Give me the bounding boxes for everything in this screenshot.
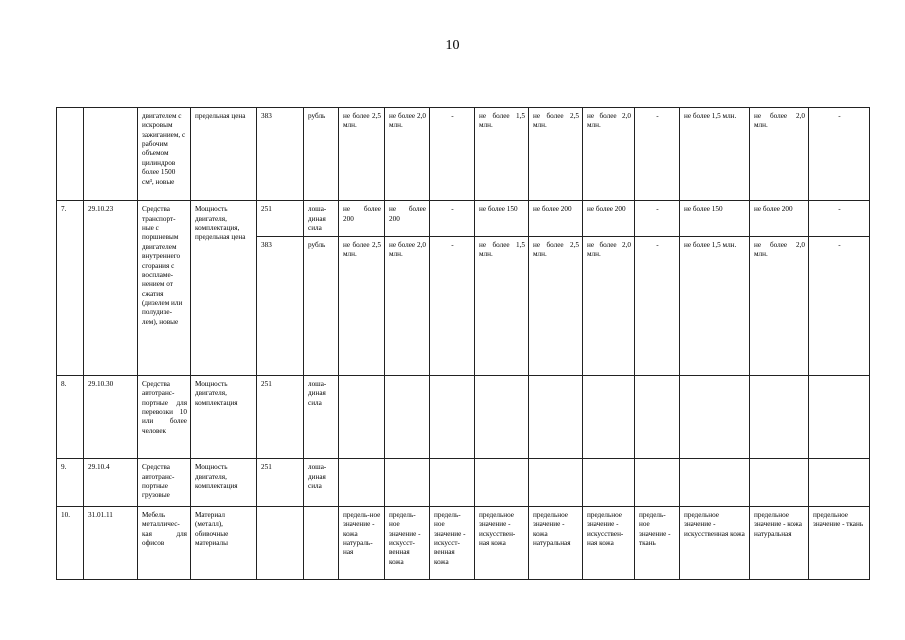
okei-code: 383 — [257, 236, 304, 375]
value-cell — [680, 375, 750, 458]
value-cell: не более 150 — [680, 201, 750, 237]
okei-code — [257, 506, 304, 579]
value-cell: - — [430, 236, 475, 375]
unit-name: рубль — [304, 236, 339, 375]
value-cell: не более 2,0 млн. — [385, 108, 430, 201]
characteristic: Мощность двигателя, комплектация — [191, 459, 257, 507]
value-cell — [339, 375, 385, 458]
value-cell: предельное значение - искусствен-ная кожа — [583, 506, 635, 579]
table-row — [57, 506, 870, 579]
table-row — [57, 459, 870, 507]
value-cell: не более 1,5 млн. — [475, 236, 529, 375]
value-cell: не более 2,0 млн. — [750, 236, 809, 375]
value-cell — [385, 459, 430, 507]
okpd-code — [84, 108, 138, 201]
characteristic: предельная цена — [191, 108, 257, 201]
value-cell: не более 200 — [385, 201, 430, 237]
unit-name: лоша-диная сила — [304, 459, 339, 507]
value-cell — [583, 375, 635, 458]
value-cell — [475, 375, 529, 458]
value-cell: - — [809, 236, 870, 375]
value-cell: предельное значение - искусственная кожа — [680, 506, 750, 579]
value-cell: не более 2,0 млн. — [583, 236, 635, 375]
value-cell — [475, 459, 529, 507]
value-cell — [750, 375, 809, 458]
value-cell: предельное значение - ткань — [809, 506, 870, 579]
value-cell: - — [809, 108, 870, 201]
value-cell: не более 2,0 млн. — [385, 236, 430, 375]
value-cell: не более 1,5 млн. — [475, 108, 529, 201]
row-number: 8. — [57, 375, 84, 458]
value-cell: - — [635, 201, 680, 237]
value-cell: не более 2,5 млн. — [529, 236, 583, 375]
value-cell — [809, 459, 870, 507]
okei-code: 383 — [257, 108, 304, 201]
value-cell: предельное значение - искусствен-ная кожа — [475, 506, 529, 579]
value-cell: предельное значение - кожа натуральная — [529, 506, 583, 579]
value-cell: не более 2,0 млн. — [750, 108, 809, 201]
value-cell: предель-ное значение - искусст-венная кожа — [385, 506, 430, 579]
value-cell — [529, 375, 583, 458]
value-cell: не более 2,0 млн. — [583, 108, 635, 201]
item-name: Средства транспорт-ные с поршневым двигателем внутреннего сгорания с воспламе-нением от сжатия (дизелем или полудизе-лем), новые — [138, 201, 191, 376]
characteristic: Мощность двигателя, комплектация, предельная цена — [191, 201, 257, 376]
value-cell: не более 150 — [475, 201, 529, 237]
table-row — [57, 108, 870, 201]
value-cell — [430, 375, 475, 458]
unit-name: лоша-диная сила — [304, 201, 339, 237]
table-row — [57, 375, 870, 458]
value-cell — [529, 459, 583, 507]
value-cell: предель-ное значение - искусст-венная кожа — [430, 506, 475, 579]
okpd-code: 29.10.30 — [84, 375, 138, 458]
value-cell: предельное значение - кожа натуральная — [750, 506, 809, 579]
value-cell — [809, 375, 870, 458]
item-name: двигателем с искровым зажиганием, с рабочим объемом цилиндров более 1500 см³, новые — [138, 108, 191, 201]
unit-name: рубль — [304, 108, 339, 201]
item-name: Средства автотранс-портные для перевозки 10 или более человек — [138, 375, 191, 458]
page-number: 10 — [445, 38, 460, 53]
value-cell: - — [809, 201, 870, 237]
value-cell: предель-ное значение - кожа натураль-ная — [339, 506, 385, 579]
row-number: 7. — [57, 201, 84, 376]
value-cell — [430, 459, 475, 507]
value-cell: не более 2,5 млн. — [339, 108, 385, 201]
value-cell: - — [635, 108, 680, 201]
value-cell: не более 200 — [529, 201, 583, 237]
value-cell: предель-ное значение - ткань — [635, 506, 680, 579]
value-cell — [750, 459, 809, 507]
table-row — [57, 201, 870, 237]
value-cell: не более 1,5 млн. — [680, 108, 750, 201]
okpd-code: 31.01.11 — [84, 506, 138, 579]
okpd-code: 29.10.4 — [84, 459, 138, 507]
value-cell — [339, 459, 385, 507]
value-cell: не более 200 — [583, 201, 635, 237]
value-cell: - — [430, 201, 475, 237]
characteristic: Материал (металл), обивочные материалы — [191, 506, 257, 579]
unit-name: лоша-диная сила — [304, 375, 339, 458]
value-cell: не более 2,5 млн. — [339, 236, 385, 375]
value-cell: не более 200 — [750, 201, 809, 237]
item-name: Мебель металличес-кая для офисов — [138, 506, 191, 579]
specification-table — [56, 107, 870, 580]
unit-name — [304, 506, 339, 579]
value-cell: - — [635, 236, 680, 375]
value-cell — [385, 375, 430, 458]
value-cell: не более 2,5 млн. — [529, 108, 583, 201]
okpd-code: 29.10.23 — [84, 201, 138, 376]
value-cell — [635, 459, 680, 507]
value-cell — [635, 375, 680, 458]
row-number: 9. — [57, 459, 84, 507]
value-cell — [680, 459, 750, 507]
item-name: Средства автотранс-портные грузовые — [138, 459, 191, 507]
okei-code: 251 — [257, 201, 304, 237]
characteristic: Мощность двигателя, комплектация — [191, 375, 257, 458]
row-number — [57, 108, 84, 201]
row-number: 10. — [57, 506, 84, 579]
value-cell: не более 1,5 млн. — [680, 236, 750, 375]
value-cell: - — [430, 108, 475, 201]
value-cell: не более 200 — [339, 201, 385, 237]
okei-code: 251 — [257, 375, 304, 458]
value-cell — [583, 459, 635, 507]
okei-code: 251 — [257, 459, 304, 507]
